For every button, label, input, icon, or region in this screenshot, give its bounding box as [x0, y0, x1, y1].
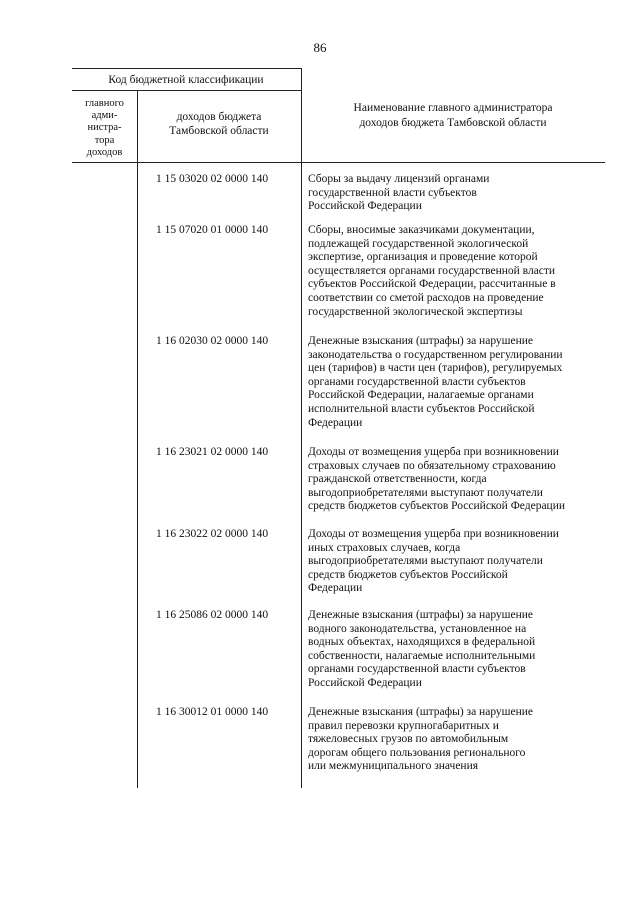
header-bottom-border [72, 162, 605, 163]
row-6-name: Денежные взыскания (штрафы) за нарушение водного законодательства, установленное на водных объектах, находящихся в федеральной собственности, налагаемые исполнительными органами государственной власти субъектов Российской Федерации [308, 609, 536, 689]
header-regional-budget-income: доходов бюджета Тамбовской области [169, 111, 269, 137]
row-1-code: 1 15 03020 02 0000 140 [156, 173, 269, 185]
row-7-code: 1 16 30012 01 0000 140 [156, 706, 269, 718]
row-7-name: Денежные взыскания (штрафы) за нарушение правил перевозки крупногабаритных и тяжеловесных грузов по автомобильным дорогам общего пользования регионального или межмуниципального значения [308, 706, 534, 773]
row-4-code: 1 16 23021 02 0000 140 [156, 446, 269, 458]
header-chief-administrator: главного адми- нистра- тора доходов [85, 98, 124, 158]
budget-classification-table [72, 68, 605, 788]
header-budget-classification-code: Код бюджетной классификации [108, 74, 264, 86]
row-2-name: Сборы, вносимые заказчиками документации, подлежащей государственной экологической экспертизе, организация и проведение которой осуществляется органами государственной власти субъектов Российской Федерации, рассчитанные в соответствии со сметой расходов на проведение государственной экологической экспертизы [308, 224, 556, 318]
table-top-border [72, 68, 301, 69]
row-6-code: 1 16 25086 02 0000 140 [156, 609, 269, 621]
row-2-code: 1 15 07020 01 0000 140 [156, 224, 269, 236]
row-3-code: 1 16 02030 02 0000 140 [156, 335, 269, 347]
row-5-name: Доходы от возмещения ущерба при возникновении иных страховых случаев, когда выгодоприобретателями выступают получатели средств бюджетов субъектов Российской Федерации [308, 528, 559, 595]
row-1-name: Сборы за выдачу лицензий органами государственной власти субъектов Российской Федерации [308, 173, 490, 213]
row-5-code: 1 16 23022 02 0000 140 [156, 528, 269, 540]
row-4-name: Доходы от возмещения ущерба при возникновении страховых случаев по обязательному страхованию гражданской ответственности, когда выгодоприобретателями выступают получатели средств бюджетов субъектов Российской Федерации [308, 446, 566, 513]
page-number: 86 [313, 40, 327, 55]
header-group-divider [72, 90, 301, 91]
header-administrator-name: Наименование главного администратора доходов бюджета Тамбовской области [353, 102, 553, 129]
col-divider-name [301, 68, 302, 788]
row-3-name: Денежные взыскания (штрафы) за нарушение законодательства о государственном регулировании цен (тарифов) в части цен (тарифов), регулируемых органами государственной власти субъектов Российской Федерации, налагаемые органами исполнительной власти субъектов Российской Федерации [308, 335, 563, 429]
col-divider-admin [137, 90, 138, 788]
